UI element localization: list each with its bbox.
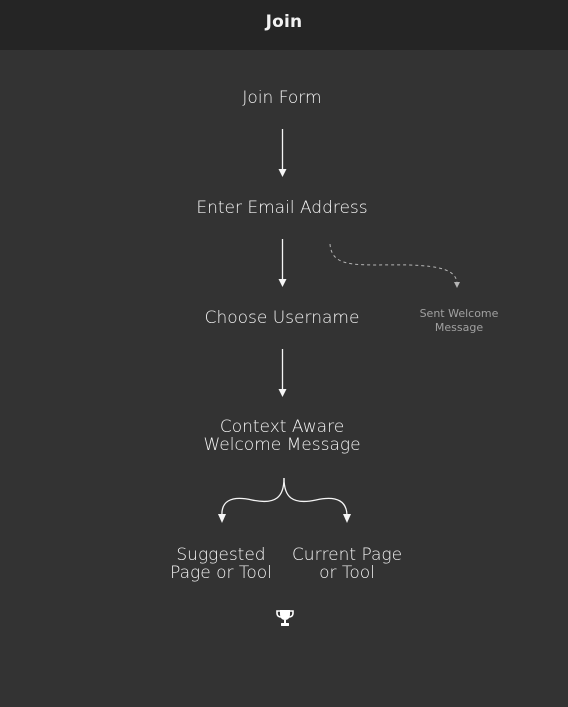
node-suggested-page <box>151 546 291 582</box>
note-line-1: Sent Welcome <box>419 307 499 320</box>
trophy-icon <box>275 608 295 628</box>
node-current-line-1: Current Page <box>291 545 403 565</box>
arrow-username-to-welcome <box>279 349 287 397</box>
page-title: Join <box>265 12 303 32</box>
dashed-arrow-to-note <box>330 244 460 288</box>
node-current-line-2: or Tool <box>319 563 375 583</box>
node-suggested-line-1: Suggested <box>176 545 266 565</box>
node-welcome-line-2: Welcome Message <box>203 435 361 455</box>
node-enter-email <box>162 199 402 217</box>
node-join-form-label: Join Form <box>242 88 322 108</box>
arrow-email-to-username <box>279 239 287 287</box>
node-enter-email-label: Enter Email Address <box>196 198 368 218</box>
node-choose-username-label: Choose Username <box>204 308 360 328</box>
node-welcome-message <box>162 418 402 454</box>
brace-split-connector <box>218 478 351 523</box>
node-current-page <box>277 546 417 582</box>
node-choose-username <box>162 309 402 327</box>
node-join-form <box>182 89 382 107</box>
node-suggested-line-2: Page or Tool <box>170 563 272 583</box>
note-sent-welcome <box>399 307 519 335</box>
note-line-2: Message <box>434 321 484 334</box>
arrow-join-to-email <box>279 129 287 177</box>
node-welcome-line-1: Context Aware <box>219 417 345 437</box>
